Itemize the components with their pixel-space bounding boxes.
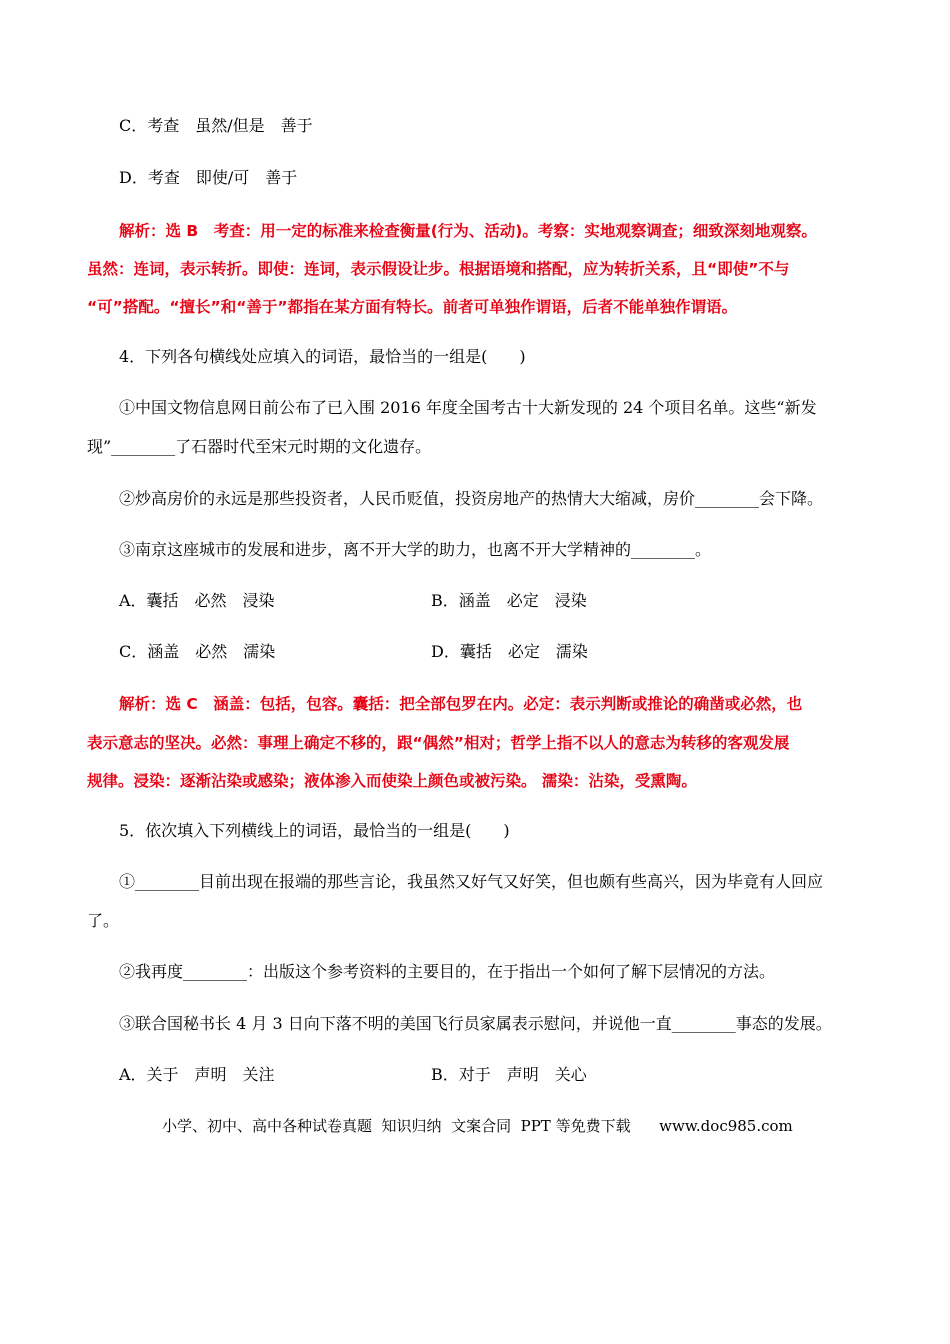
q3-option-d: D．考查 即使/可 善于 [119,168,298,187]
question-stem: 4．下列各句横线处应填入的词语，最恰当的一组是( ) [119,347,526,366]
analysis-line: 虽然：连词，表示转折。即使：连词，表示假设让步。根据语境和搭配，应为转折关系，且“即使”不与 [87,260,790,278]
sentence-1: ①________目前出现在报端的那些言论，我虽然又好气又好笑，但也颇有些高兴，因为毕竟有人回应 [119,872,824,891]
question-stem: 5．依次填入下列横线上的词语，最恰当的一组是( ) [119,821,510,840]
sentence-1: ①中国文物信息网日前公布了已入围 2016 年度全国考古十大新发现的 24 个项目名单。这些“新发 [119,398,817,417]
page-footer: 小学、初中、高中各种试卷真题 知识归纳 文案合同 PPT 等免费下载 www.doc985.com [162,1117,793,1135]
q4-option-b: B．涵盖 必定 浸染 [431,591,587,610]
q4-option-c: C．涵盖 必然 濡染 [119,642,276,661]
q4-option-d: D．囊括 必定 濡染 [431,642,588,661]
analysis-line: “可”搭配。“擅长”和“善于”都指在某方面有特长。前者可单独作谓语，后者不能单独作谓语。 [87,298,738,316]
q4-option-a: A．囊括 必然 浸染 [119,591,275,610]
q5-option-b: B．对于 声明 关心 [431,1065,587,1084]
sentence-3: ③联合国秘书长 4 月 3 日向下落不明的美国飞行员家属表示慰问，并说他一直________事态的发展。 [119,1014,832,1033]
sentence-2: ②炒高房价的永远是那些投资者，人民币贬值，投资房地产的热情大大缩减，房价________会下降。 [119,489,824,508]
analysis-line: 解析：选 B 考查：用一定的标准来检查衡量(行为、活动)。考察：实地观察调查；细致深刻地观察。 [119,222,817,240]
analysis-line: 规律。浸染：逐渐沾染或感染；液体渗入而使染上颜色或被污染。 濡染：沾染，受熏陶。 [87,772,697,790]
sentence-1-continued: 了。 [87,911,120,930]
analysis-line: 解析：选 C 涵盖：包括，包容。囊括：把全部包罗在内。必定：表示判断或推论的确凿或必然，也 [119,695,803,713]
sentence-2: ②我再度________：出版这个参考资料的主要目的，在于指出一个如何了解下层情况的方法。 [119,962,776,981]
sentence-3: ③南京这座城市的发展和进步，离不开大学的助力，也离不开大学精神的________。 [119,540,712,559]
q5-option-a: A．关于 声明 关注 [119,1065,275,1084]
analysis-line: 表示意志的坚决。必然：事理上确定不移的，跟“偶然”相对；哲学上指不以人的意志为转移的客观发展 [87,734,790,752]
sentence-1-continued: 现”________了石器时代至宋元时期的文化遗存。 [87,437,432,456]
q3-option-c: C．考查 虽然/但是 善于 [119,116,313,135]
